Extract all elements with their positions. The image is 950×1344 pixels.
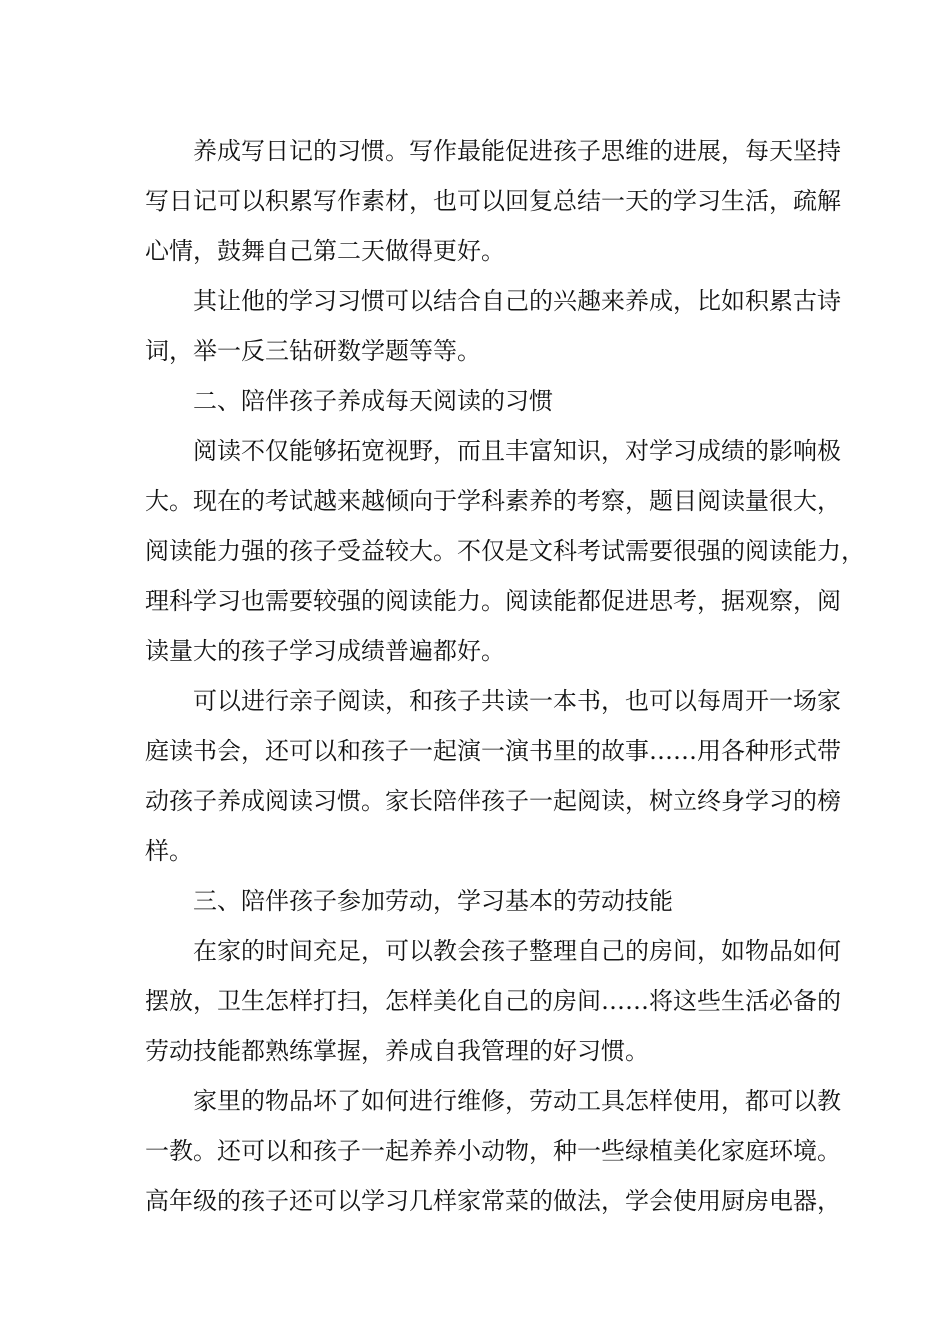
paragraph-line: 在家的时间充足，可以教会孩子整理自己的房间，如物品如何 (193, 937, 841, 965)
paragraph-line: 词，举一反三钻研数学题等等。 (145, 337, 481, 365)
paragraph-line: 写日记可以积累写作素材，也可以回复总结一天的学习生活，疏解 (145, 187, 841, 215)
paragraph-line: 心情，鼓舞自己第二天做得更好。 (145, 237, 505, 265)
paragraph-line: 养成写日记的习惯。写作最能促进孩子思维的进展，每天坚持 (193, 137, 841, 165)
paragraph-line: 高年级的孩子还可以学习几样家常菜的做法，学会使用厨房电器， (145, 1187, 841, 1215)
paragraph-line: 劳动技能都熟练掌握，养成自我管理的好习惯。 (145, 1037, 649, 1065)
section-heading: 二、陪伴孩子养成每天阅读的习惯 (193, 387, 553, 415)
paragraph-line: 读量大的孩子学习成绩普遍都好。 (145, 637, 505, 665)
paragraph-line: 其让他的学习习惯可以结合自己的兴趣来养成，比如积累古诗 (193, 287, 841, 315)
paragraph-line: 大。现在的考试越来越倾向于学科素养的考察，题目阅读量很大， (145, 487, 841, 515)
paragraph-line: 摆放，卫生怎样打扫，怎样美化自己的房间……将这些生活必备的 (145, 987, 841, 1015)
paragraph-line: 庭读书会，还可以和孩子一起演一演书里的故事……用各种形式带 (145, 737, 841, 765)
section-heading: 三、陪伴孩子参加劳动，学习基本的劳动技能 (193, 887, 673, 915)
paragraph-line: 理科学习也需要较强的阅读能力。阅读能都促进思考，据观察，阅 (145, 587, 841, 615)
paragraph-line: 可以进行亲子阅读，和孩子共读一本书，也可以每周开一场家 (193, 687, 841, 715)
paragraph-line: 阅读能力强的孩子受益较大。不仅是文科考试需要很强的阅读能力， (145, 537, 865, 565)
paragraph-line: 动孩子养成阅读习惯。家长陪伴孩子一起阅读，树立终身学习的榜 (145, 787, 841, 815)
paragraph-line: 阅读不仅能够拓宽视野，而且丰富知识，对学习成绩的影响极 (193, 437, 841, 465)
paragraph-line: 一教。还可以和孩子一起养养小动物，种一些绿植美化家庭环境。 (145, 1137, 841, 1165)
paragraph-line: 家里的物品坏了如何进行维修，劳动工具怎样使用，都可以教 (193, 1087, 841, 1115)
paragraph-line: 样。 (145, 837, 193, 865)
